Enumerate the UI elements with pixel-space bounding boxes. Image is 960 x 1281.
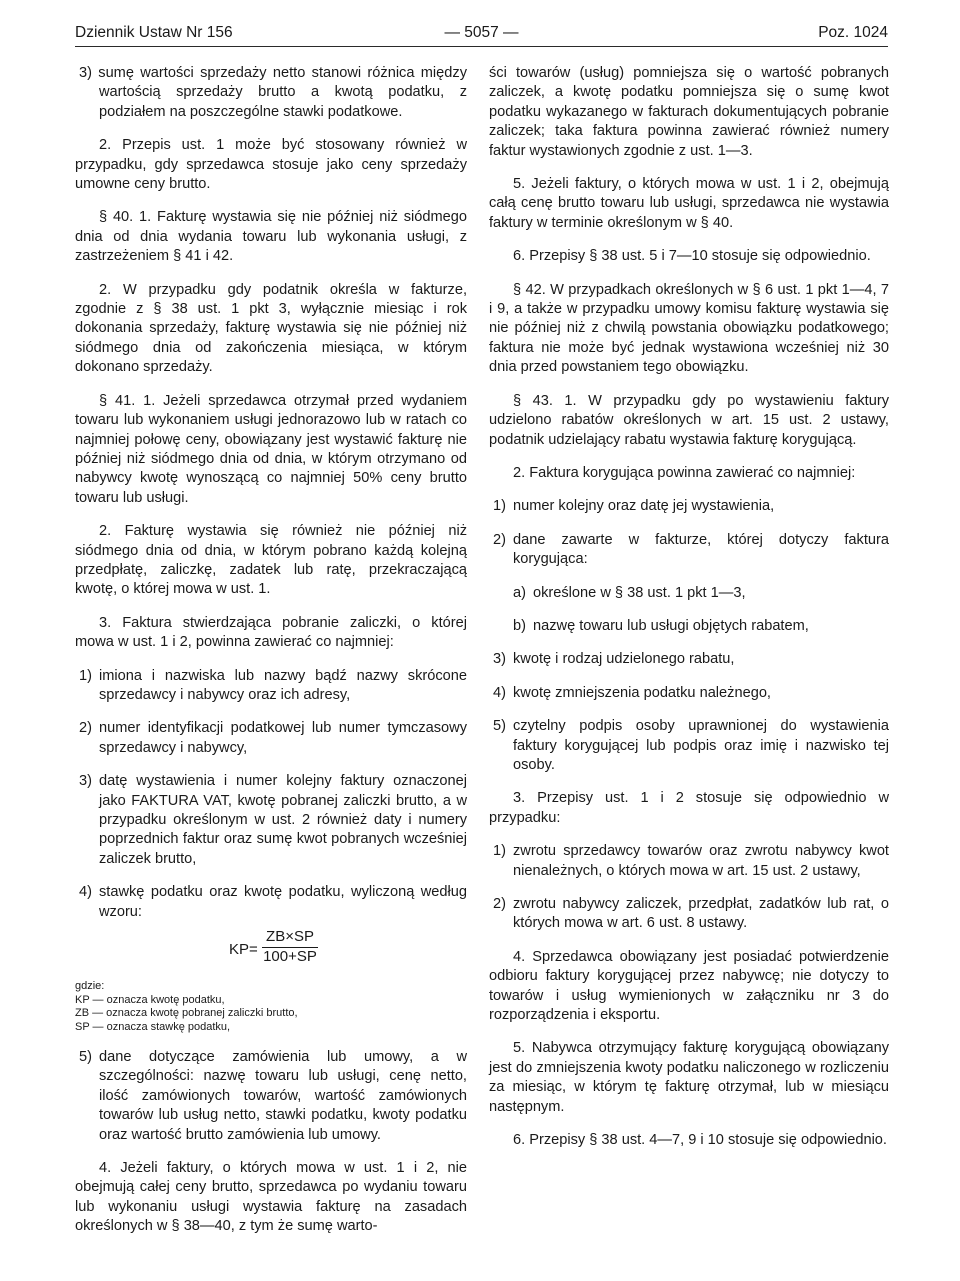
list-item (489, 842, 889, 881)
list-text: imiona i nazwiska lub nazwy bądź nazwy skrócone sprzedawcy i nabywcy oraz ich adresy, (99, 667, 467, 703)
legend-kp: KP — oznacza kwotę podatku, (75, 993, 225, 1006)
list-letter: a) (513, 584, 526, 601)
list-item (75, 667, 467, 706)
formula-lhs: KP= (229, 941, 258, 959)
list-number: 5) (79, 1049, 92, 1066)
list-text: zwrotu nabywcy zaliczek, przedpłat, zadatków lub rat, o których mowa w art. 6 ust. 8 ustawy. (513, 896, 889, 932)
paragraph-continued: ści towarów (usług) pomniejsza się o wartość pobranych zaliczek, a kwotę podatku pomniejsza się o sumę kwot podatku wykazanego w fakturach dokumentujących pobranie zaliczek; taka faktura powinna zawierać również numery faktur wystawionych zgodnie z ust. 1—3. (489, 65, 889, 159)
list-item: 3) sumę wartości sprzedaży netto stanowi różnica między wartością sprzedaży brutto a kwotą podatku, z podziałem na poszczególne stawki podatkowe. (79, 65, 467, 120)
formula-legend (75, 980, 467, 1034)
list-item (75, 719, 467, 758)
paragraph-section-43: § 43. 1. W przypadku gdy po wystawieniu faktury udzielono rabatów określonych w art. 15 ust. 2 ustawy, podatnik udzielający rabatu wystawia fakturę korygującą. (489, 392, 889, 448)
list-text: numer identyfikacji podatkowej lub numer tymczasowy sprzedawcy i nabywcy, (99, 720, 467, 756)
list-text: datę wystawienia i numer kolejny faktury oznaczonej jako FAKTURA VAT, kwotę pobranej zaliczki brutto, a w przypadku określonym w ust. 2 również daty i numery poprzednich faktur oraz sumę kwot pobranych wcześniej zaliczek brutto, (99, 773, 467, 867)
paragraph: 4. Jeżeli faktury, o których mowa w ust. 1 i 2, nie obejmują całej ceny brutto, sprzedawca po wydaniu towaru lub wykonaniu usługi wystawia fakturę na zasadach określonych w § 38—40, z tym że sumę warto- (75, 1160, 467, 1235)
paragraph: 2. Przepis ust. 1 może być stosowany również w przypadku, gdy sprzedawca stosuje jako ceny sprzedaży umowne ceny brutto. (75, 137, 467, 193)
list-item (489, 684, 889, 703)
formula-denominator: 100+SP (263, 948, 317, 966)
paragraph-section-42: § 42. W przypadkach określonych w § 6 ust. 1 pkt 1—4, 7 i 9, a także w przypadku umowy komisu fakturę wystawia się nie później niż z chwilą powstania obowiązku podatkowego; faktura nie może być jednak wystawiona wcześniej niż 30 dnia przed powstaniem tego obowiązku. (489, 281, 889, 376)
list-text: dane zawarte w fakturze, której dotyczy faktura korygująca: (513, 531, 889, 568)
list-letter: b) (513, 617, 526, 634)
list-item (489, 497, 889, 516)
paragraph: 5. Jeżeli faktury, o których mowa w ust. 1 i 2, obejmują całą cenę brutto towaru lub usługi, sprzedawca nie wystawia faktury w terminie określonym w § 40. (489, 176, 889, 231)
tax-formula (75, 928, 467, 972)
journal-title: Dziennik Ustaw Nr 156 (75, 24, 233, 41)
list-number: 3) (493, 651, 506, 668)
paragraph: 6. Przepisy § 38 ust. 5 i 7—10 stosuje się odpowiednio. (513, 248, 871, 265)
list-item (489, 717, 889, 775)
paragraph: 5. Nabywca otrzymujący fakturę korygującą obowiązany jest do zmniejszenia kwoty podatku naliczonego w rozliczeniu za miesiąc, w którym tę fakturę otrzymał, lub w miesiącu następnym. (489, 1040, 889, 1115)
list-text: kwotę zmniejszenia podatku należnego, (513, 684, 771, 701)
list-number: 2) (79, 720, 92, 737)
position-number: Poz. 1024 (818, 24, 888, 41)
legend-intro: gdzie: (75, 980, 105, 993)
legend-zb: ZB — oznacza kwotę pobranej zaliczki brutto, (75, 1007, 298, 1020)
formula-fraction (262, 928, 318, 966)
list-number: 5) (493, 718, 506, 735)
list-number: 2) (493, 896, 506, 912)
list-item (489, 531, 889, 570)
paragraph-section-41: § 41. 1. Jeżeli sprzedawca otrzymał przed wydaniem towaru lub wykonaniem usługi jednorazowo lub w ratach co najmniej połowę ceny, obowiązany jest wystawić fakturę nie później niż siódmego dnia od dnia, w którym otrzymano od nabywcy kwotę wynoszącą co najmniej 50% ceny brutto towaru lub usługi. (75, 392, 467, 506)
left-column (75, 64, 467, 1251)
list-item (489, 895, 889, 934)
page-number: — 5057 — (444, 24, 519, 41)
list-number: 1) (493, 843, 506, 860)
sub-list-item (489, 617, 889, 636)
list-item (75, 1048, 467, 1145)
list-number: 1) (79, 667, 92, 684)
sub-list-item (489, 584, 889, 603)
list-number: 2) (493, 531, 506, 548)
list-item (75, 883, 467, 922)
list-item (489, 650, 889, 669)
page-header (75, 22, 888, 47)
list-item (75, 772, 467, 869)
list-text: kwotę i rodzaj udzielonego rabatu, (513, 651, 735, 668)
list-number: 4) (493, 684, 506, 701)
right-column (489, 64, 889, 1164)
list-number: 3) (79, 773, 92, 790)
paragraph: 2. W przypadku gdy podatnik określa w fakturze, zgodnie z § 38 ust. 1 pkt 3, wyłącznie miesiąc i rok dokonania sprzedaży, fakturę wystawia się nie później niż siódmego dnia od zakończenia miesiąca, w którym dokonano sprzedaży. (75, 281, 467, 376)
paragraph: 6. Przepisy § 38 ust. 4—7, 9 i 10 stosuje się odpowiednio. (513, 1132, 887, 1149)
list-text: określone w § 38 ust. 1 pkt 1—3, (533, 584, 746, 601)
list-number: 4) (79, 884, 92, 901)
list-text: dane dotyczące zamówienia lub umowy, a w szczególności: nazwę towaru lub usługi, cenę netto, ilość zamówionych towarów, wartość zamówionych towarów lub usług netto, stawki podatku, kwoty podatku oraz wartość brutto zamówienia lub umowy. (99, 1049, 467, 1143)
paragraph: 4. Sprzedawca obowiązany jest posiadać potwierdzenie odbioru faktury korygującej przez nabywcę; nie dotyczy to towarów i usług wymienionych w załączniku nr 3 do rozporządzenia i eksportu. (489, 948, 889, 1024)
paragraph: 2. Fakturę wystawia się również nie później niż siódmego dnia od dnia, w którym pobrano każdą kolejną przedpłatę, zaliczkę, zadatek lub ratę, przekraczającą kwotę, o której mowa w ust. 1. (75, 523, 467, 598)
list-text: zwrotu sprzedawcy towarów oraz zwrotu nabywcy kwot nienależnych, o których mowa w art. 15 ust. 2 ustawy, (513, 843, 889, 879)
paragraph: 3. Przepisy ust. 1 i 2 stosuje się odpowiednio w przypadku: (489, 790, 889, 826)
paragraph: 3. Faktura stwierdzająca pobranie zaliczki, o której mowa w ust. 1 i 2, powinna zawierać co najmniej: (75, 614, 467, 651)
list-number: 1) (493, 498, 506, 515)
list-text: numer kolejny oraz datę jej wystawienia, (513, 498, 775, 515)
paragraph: 2. Faktura korygująca powinna zawierać co najmniej: (513, 464, 856, 481)
formula-numerator: ZB×SP (262, 928, 318, 948)
list-text: stawkę podatku oraz kwotę podatku, wyliczoną według wzoru: (99, 884, 467, 920)
list-text: czytelny podpis osoby uprawnionej do wystawienia faktury korygującej lub podpis oraz imię i nazwisko tej osoby. (513, 718, 889, 773)
legend-sp: SP — oznacza stawkę podatku, (75, 1020, 231, 1033)
paragraph-section-40: § 40. 1. Fakturę wystawia się nie później niż siódmego dnia od dnia wydania towaru lub wykonania usługi, z zastrzeżeniem § 41 i 42. (75, 209, 467, 265)
list-text: nazwę towaru lub usługi objętych rabatem, (533, 617, 809, 634)
